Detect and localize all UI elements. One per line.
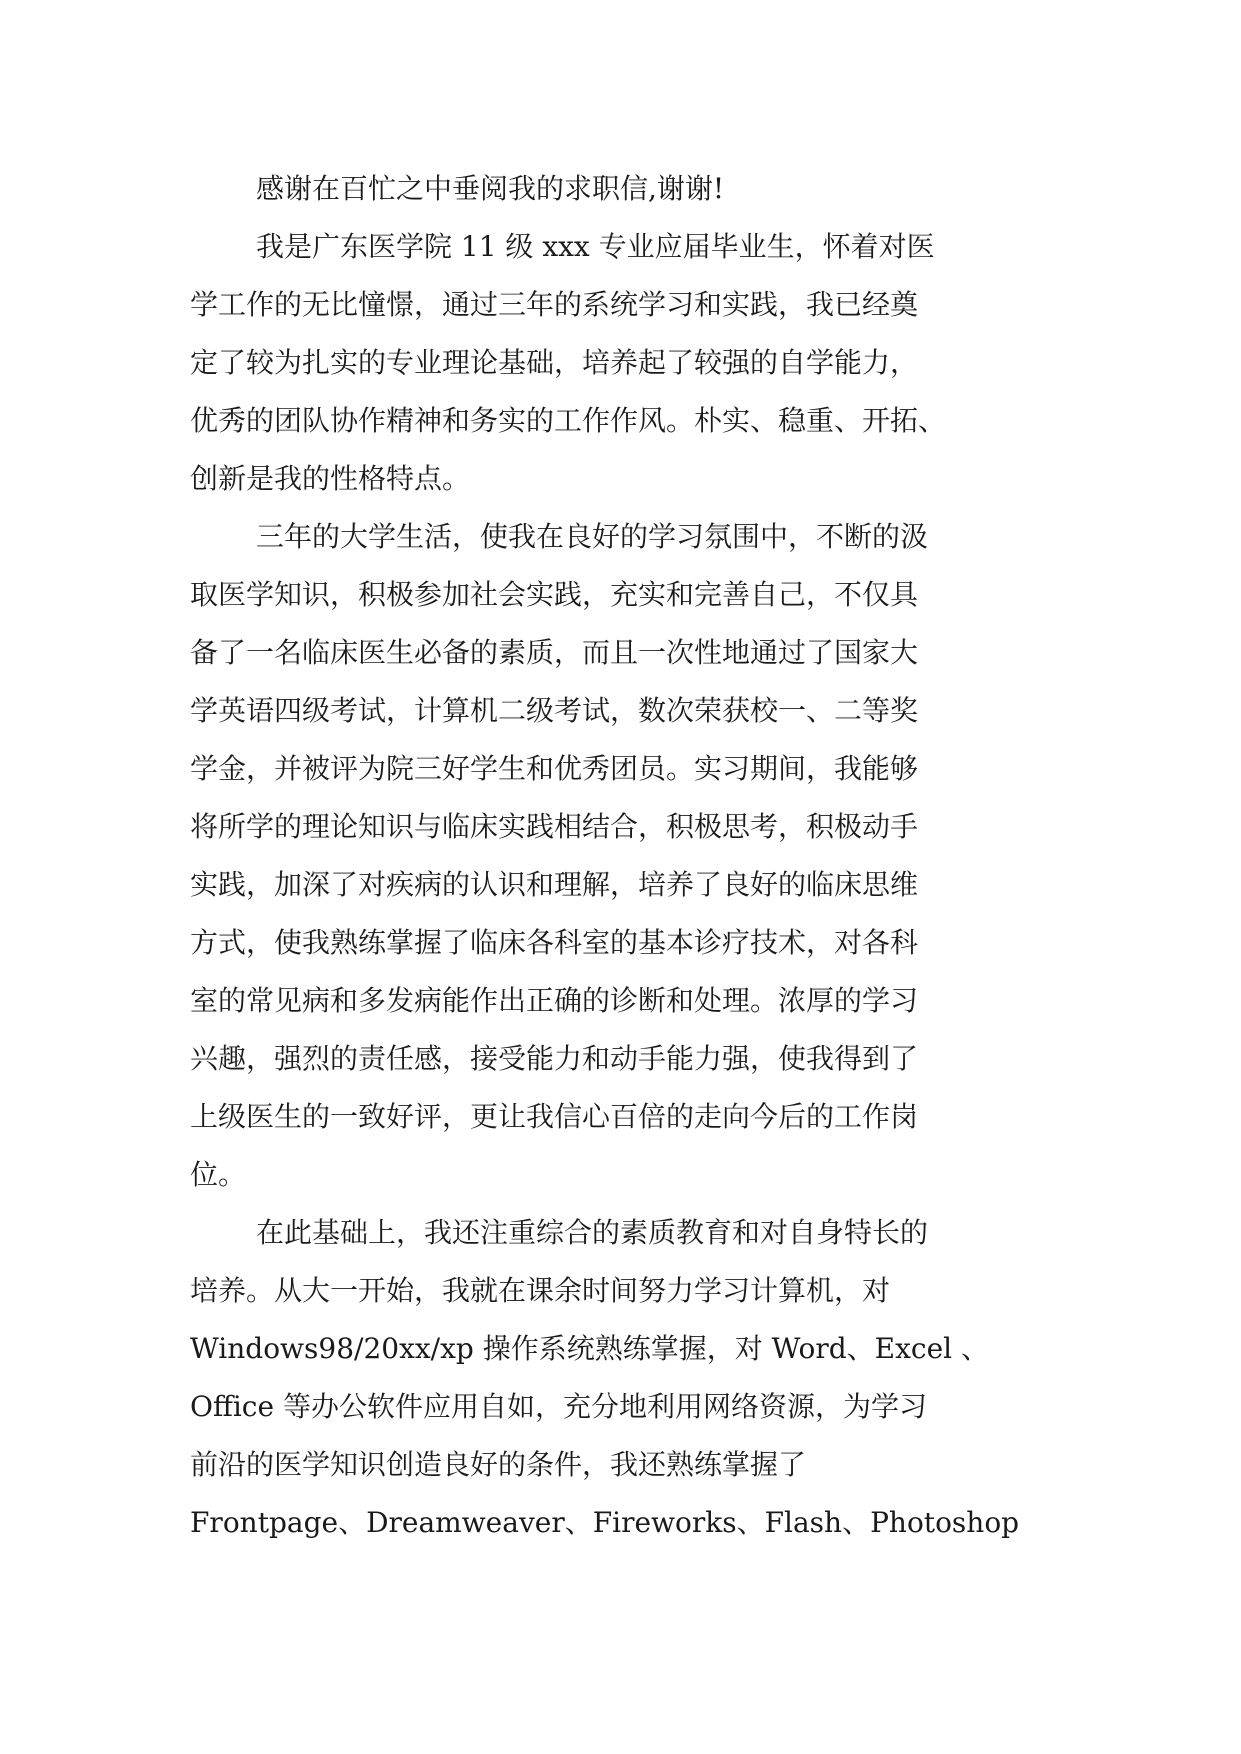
text-line: 培养。从大一开始，我就在课余时间努力学习计算机，对	[190, 1274, 891, 1307]
text-line: Windows98/20xx/xp 操作系统熟练掌握，对 Word、Excel 、	[190, 1332, 989, 1365]
text-line: Frontpage、Dreamweaver、Fireworks、Flash、Photoshop	[190, 1506, 1020, 1539]
text-line: 方式，使我熟练掌握了临床各科室的基本诊疗技术，对各科	[190, 926, 919, 959]
text-line: 三年的大学生活，使我在良好的学习氛围中，不断的汲	[256, 520, 929, 553]
text-line: 将所学的理论知识与临床实践相结合，积极思考，积极动手	[190, 810, 919, 843]
text-line: 我是广东医学院 11 级 xxx 专业应届毕业生，怀着对医	[256, 230, 935, 263]
text-line: 优秀的团队协作精神和务实的工作作风。朴实、稳重、开拓、	[190, 404, 947, 437]
text-line: 学英语四级考试，计算机二级考试，数次荣获校一、二等奖	[190, 694, 919, 727]
text-line: 位。	[190, 1158, 247, 1191]
text-line: 在此基础上，我还注重综合的素质教育和对自身特长的	[256, 1216, 929, 1249]
document-page	[190, 160, 1050, 1552]
text-line: 感谢在百忙之中垂阅我的求职信,谢谢!	[256, 172, 725, 205]
text-line: 取医学知识，积极参加社会实践，充实和完善自己，不仅具	[190, 578, 919, 611]
text-line: 学工作的无比憧憬，通过三年的系统学习和实践，我已经奠	[190, 288, 919, 321]
text-line: 前沿的医学知识创造良好的条件，我还熟练掌握了	[190, 1448, 807, 1481]
text-line: Office 等办公软件应用自如，充分地利用网络资源，为学习	[190, 1390, 927, 1423]
text-line: 室的常见病和多发病能作出正确的诊断和处理。浓厚的学习	[190, 984, 919, 1017]
text-line: 备了一名临床医生必备的素质，而且一次性地通过了国家大	[190, 636, 919, 669]
text-line: 上级医生的一致好评，更让我信心百倍的走向今后的工作岗	[190, 1100, 919, 1133]
text-line: 兴趣，强烈的责任感，接受能力和动手能力强，使我得到了	[190, 1042, 919, 1075]
text-line: 创新是我的性格特点。	[190, 462, 471, 495]
text-line: 定了较为扎实的专业理论基础，培养起了较强的自学能力，	[190, 346, 919, 379]
text-line: 实践，加深了对疾病的认识和理解，培养了良好的临床思维	[190, 868, 919, 901]
text-line: 学金，并被评为院三好学生和优秀团员。实习期间，我能够	[190, 752, 919, 785]
